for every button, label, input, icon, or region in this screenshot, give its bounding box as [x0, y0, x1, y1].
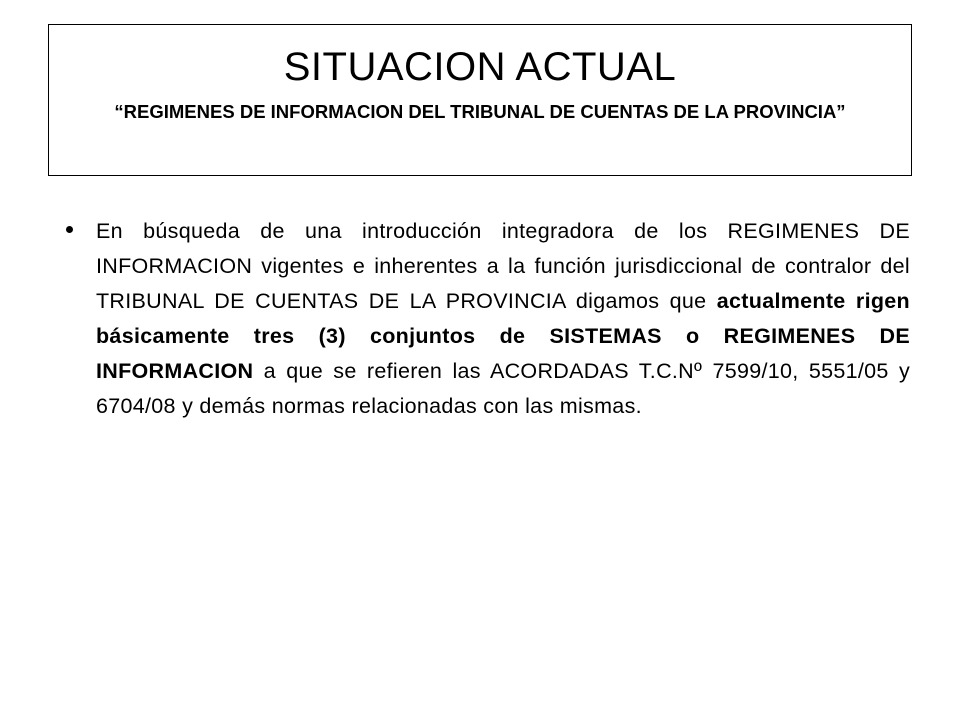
bullet-text-bold: actualmente rigen básicamente tres (3) conjuntos de SISTEMAS o REGIMENES DE INFORMACION: [96, 289, 910, 383]
slide-subtitle: “REGIMENES DE INFORMACION DEL TRIBUNAL DE CUENTAS DE LA PROVINCIA”: [114, 101, 846, 122]
bullet-text: [96, 214, 910, 424]
bullet-item: [64, 214, 910, 424]
slide-title: SITUACION ACTUAL: [283, 45, 677, 89]
bullet-dot-icon: [66, 226, 73, 233]
bullet-list: [64, 214, 910, 424]
title-box: [48, 24, 912, 176]
bullet-text-outro: a que se refieren las ACORDADAS T.C.Nº 7599/10, 5551/05 y 6704/08 y demás normas relacionadas con las mismas.: [96, 359, 910, 418]
bullet-text-intro: En búsqueda de una introducción integradora de los REGIMENES DE INFORMACION vigentes e inherentes a la función jurisdiccional de contralor del TRIBUNAL DE CUENTAS DE LA PROVINCIA digamos que: [96, 219, 910, 313]
